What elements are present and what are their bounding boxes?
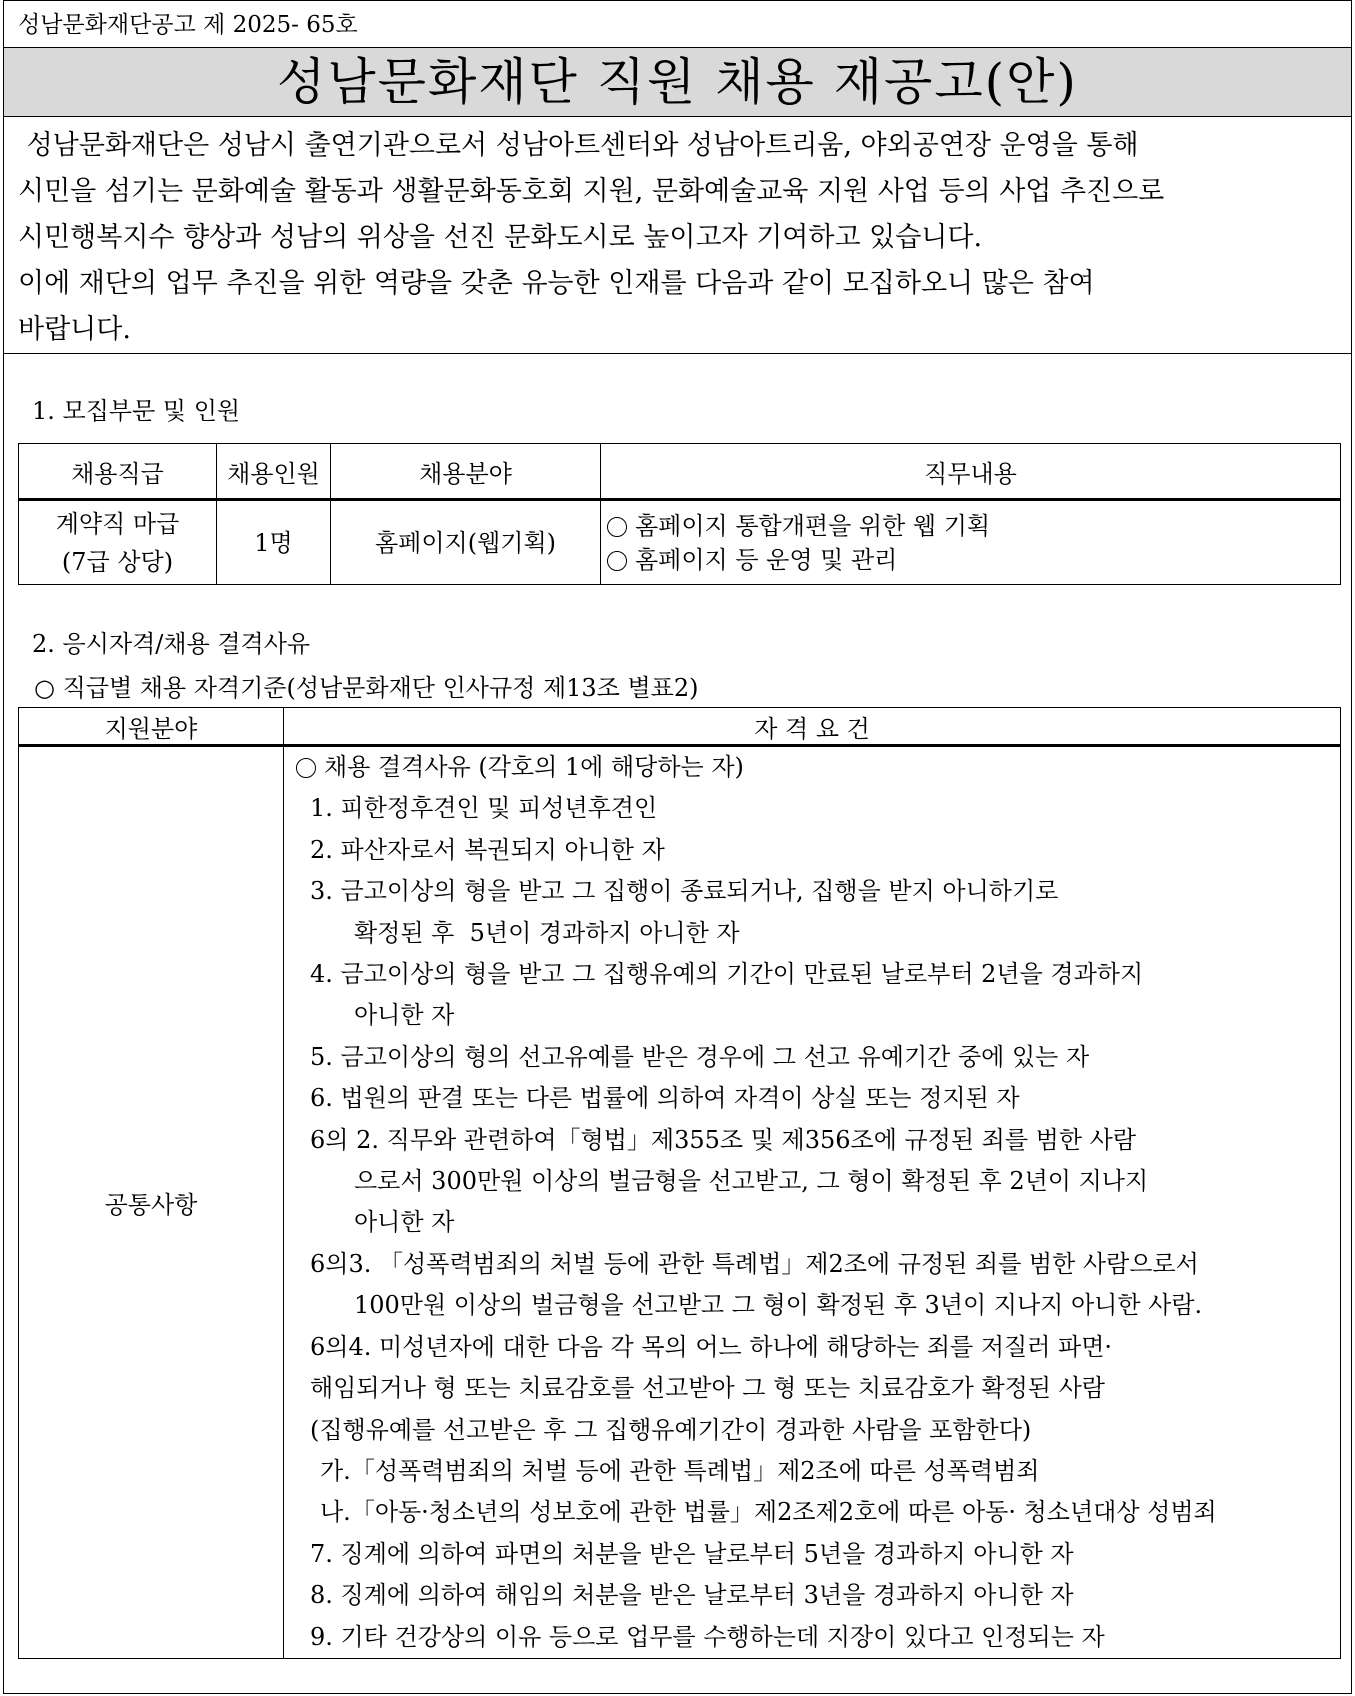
field-cell: 홈페이지(웹기획) [331,500,601,585]
page-title: 성남문화재단 직원 채용 재공고(안) [4,47,1351,117]
list-item: 7. 징계에 의하여 파면의 처분을 받은 날로부터 5년을 경과하지 아니한 자 [310,1539,1074,1568]
list-item: 3. 금고이상의 형을 받고 그 집행이 종료되거나, 집행을 받지 아니하기로 [310,877,1059,906]
header-duty: 직무내용 [601,444,1341,500]
intro-line: 바랍니다. [18,314,131,345]
list-item: 확정된 후 5년이 경과하지 아니한 자 [354,918,740,947]
header-area: 지원분야 [19,708,284,746]
recruitment-table [18,443,1341,585]
section2-subheading: ○ 직급별 채용 자격기준(성남문화재단 인사규정 제13조 별표2) [34,674,699,702]
intro-paragraph [18,123,1348,353]
list-item: (집행유예를 선고받은 후 그 집행유예기간이 경과한 사람을 포함한다) [310,1415,1032,1444]
req-title: 채용 결격사유 (각호의 1에 해당하는 자) [296,747,1340,788]
duty-item: 홈페이지 통합개편을 위한 웹 기획 [607,509,1340,543]
count-cell: 1명 [217,500,331,585]
list-item: 8. 징계에 의하여 해임의 처분을 받은 날로부터 3년을 경과하지 아니한 자 [310,1581,1074,1610]
list-item: 가.「성폭력범죄의 처벌 등에 관한 특례법」제2조에 따른 성폭력범죄 [320,1456,1040,1485]
section2-heading: 2. 응시자격/채용 결격사유 [32,630,311,658]
list-item: 5. 금고이상의 형의 선고유예를 받은 경우에 그 선고 유예기간 중에 있는 자 [310,1042,1090,1071]
common-label: 공통사항 [19,746,284,1659]
divider [4,353,1351,354]
list-item: 아니한 자 [354,1208,455,1237]
notice-number: 성남문화재단공고 제 2025- 65호 [18,12,358,38]
qualification-table [18,707,1341,1659]
list-item: 4. 금고이상의 형을 받고 그 집행유예의 기간이 만료된 날로부터 2년을 경과하지 [310,960,1144,989]
list-item: 1. 피한정후견인 및 피성년후견인 [310,794,658,823]
notice-page [3,0,1352,1694]
intro-line: 이에 재단의 업무 추진을 위한 역량을 갖춘 유능한 인재를 다음과 같이 모집하오니 많은 참여 [18,268,1095,299]
grade-line: 계약직 마급 [55,509,180,538]
requirements-cell [284,746,1341,1659]
list-item: 6의3. 「성폭력범죄의 처벌 등에 관한 특례법」제2조에 규정된 죄를 범한 사람으로서 [310,1249,1199,1278]
header-grade: 채용직급 [19,444,217,500]
list-item: 2. 파산자로서 복권되지 아니한 자 [310,835,665,864]
header-field: 채용분야 [331,444,601,500]
header-count: 채용인원 [217,444,331,500]
list-item: 해임되거나 형 또는 치료감호를 선고받아 그 형 또는 치료감호가 확정된 사람 [310,1374,1105,1403]
intro-line: 시민행복지수 향상과 성남의 위상을 선진 문화도시로 높이고자 기여하고 있습니다. [18,222,983,253]
list-item: 100만원 이상의 벌금형을 선고받고 그 형이 확정된 후 3년이 지나지 아니한 사람. [354,1291,1203,1320]
list-item: 6의4. 미성년자에 대한 다음 각 목의 어느 하나에 해당하는 죄를 저질러 파면· [310,1332,1113,1361]
section1-heading: 1. 모집부문 및 인원 [32,397,241,425]
circle-bullet-icon [607,551,627,571]
intro-line: 성남문화재단은 성남시 출연기관으로서 성남아트센터와 성남아트리움, 야외공연장 운영을 통해 [18,130,1139,161]
list-item: 으로서 300만원 이상의 벌금형을 선고받고, 그 형이 확정된 후 2년이 지나지 [354,1167,1149,1196]
list-item: 6의 2. 직무와 관련하여「형법」제355조 및 제356조에 규정된 죄를 범한 사람 [310,1125,1137,1154]
list-item: 아니한 자 [354,1001,455,1030]
grade-line: (7급 상당) [61,547,174,576]
header-requirements: 자 격 요 건 [284,708,1341,746]
list-item: 나.「아동·청소년의 성보호에 관한 법률」제2조제2호에 따른 아동· 청소년대상 성범죄 [320,1498,1217,1527]
grade-cell [19,500,217,585]
list-item: 9. 기타 건강상의 이유 등으로 업무를 수행하는데 지장이 있다고 인정되는 자 [310,1622,1105,1651]
circle-bullet-icon [607,517,627,537]
list-item: 6. 법원의 판결 또는 다른 법률에 의하여 자격이 상실 또는 정지된 자 [310,1084,1020,1113]
duty-item: 홈페이지 등 운영 및 관리 [607,543,1340,577]
table-row [19,500,1341,585]
intro-line: 시민을 섬기는 문화예술 활동과 생활문화동호회 지원, 문화예술교육 지원 사업 등의 사업 추진으로 [18,176,1165,207]
duty-cell [601,500,1341,585]
circle-bullet-icon [296,758,316,778]
table-row [19,746,1341,1659]
